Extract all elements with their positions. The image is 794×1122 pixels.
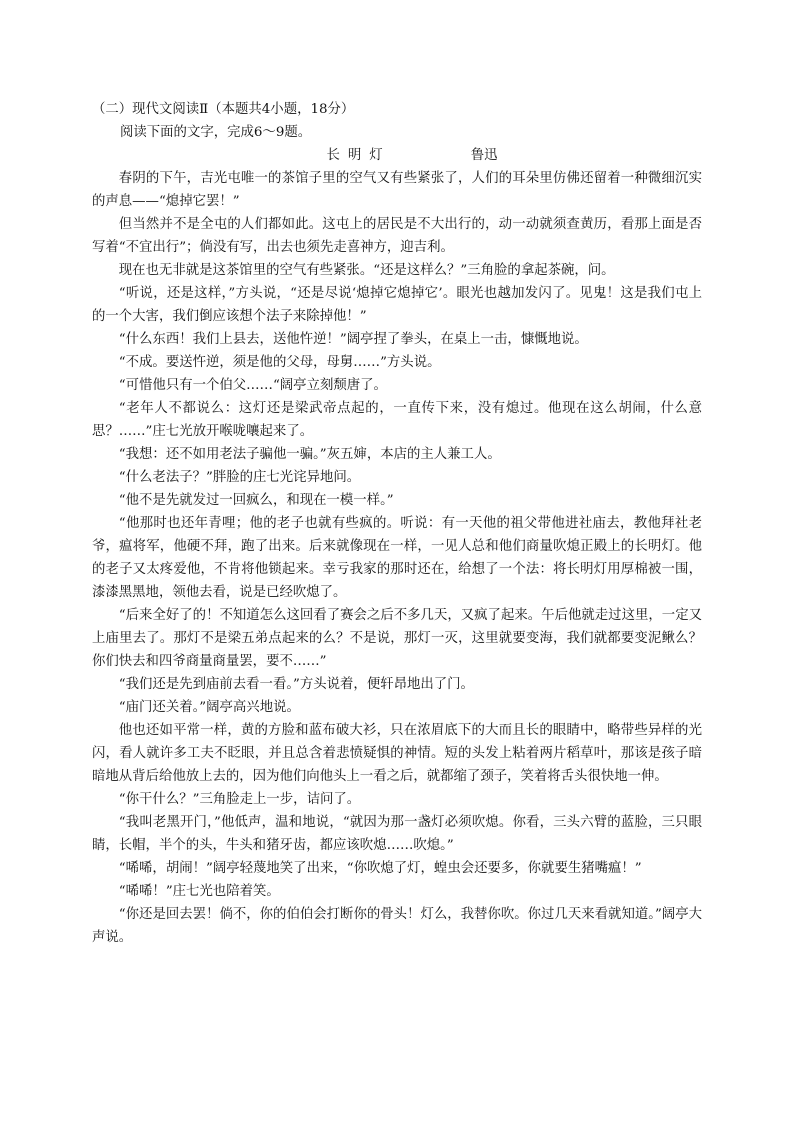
article-author: 鲁迅 xyxy=(470,148,498,163)
paragraph: “什么东西！我们上县去，送他忤逆！”阔亭捏了拳头，在桌上一击，慷慨地说。 xyxy=(118,332,588,347)
paragraph: “可惜他只有一个伯父……“阔亭立刻颓唐了。 xyxy=(118,378,387,393)
paragraph: “我们还是先到庙前去看一看。”方头说着，便轩昂地出了门。 xyxy=(118,677,474,692)
paragraph: “唏唏，胡闹！”阔亭轻蔑地笑了出来，“你吹熄了灯，蝗虫会还要多，你就要生猪嘴瘟！” xyxy=(118,861,642,876)
paragraph: 春阴的下午，吉光屯唯一的茶馆子里的空气又有些紧张了，人们的耳朵里仿佛还留着一种微细沉实的声息——“熄掉它罢！” xyxy=(92,171,702,209)
paragraph: 他也还如平常一样，黄的方脸和蓝布破大衫，只在浓眉底下的大而且长的眼睛中，略带些异样的光闪，看人就许多工夫不眨眼，并且总含着悲愤疑惧的神情。短的头发上粘着两片稻草叶，那该是孩子暗暗地从背后给他放上去的，因为他们向他头上一看之后，就都缩了颈子，笑着将舌头很快地一伸。 xyxy=(92,723,702,784)
paragraph: “什么老法子？”胖脸的庄七光诧异地问。 xyxy=(118,470,361,485)
paragraph: “我叫老黑开门，”他低声，温和地说，“就因为那一盏灯必须吹熄。你看，三头六臂的蓝脸，三只眼睛，长帽，半个的头，牛头和猪牙齿，都应该吹熄……吹熄。” xyxy=(92,815,702,853)
paragraph: 现在也无非就是这茶馆里的空气有些紧张。“还是这样么？”三角脸的拿起茶碗，问。 xyxy=(118,263,615,278)
paragraph: “听说，还是这样，”方头说，“还是尽说‘熄掉它熄掉它’。眼光也越加发闪了。见鬼！这是我们屯上的一个大害，我们倒应该想个法子来除掉他！” xyxy=(92,286,702,324)
paragraph: “后来全好了的！不知道怎么这回看了赛会之后不多几天，又疯了起来。午后他就走过这里，一定又上庙里去了。那灯不是梁五弟点起来的么？不是说，那灯一灭，这里就要变海，我们就都要变泥鳅么？你们快去和四爷商量商量罢，要不……” xyxy=(92,608,702,669)
instruction-text: 阅读下面的文字，完成6～9题。 xyxy=(120,125,312,140)
paragraph: “不成。要送忤逆，须是他的父母，母舅……”方头说。 xyxy=(118,355,441,370)
section-title: （二）现代文阅读Ⅱ（本题共4小题，18分） xyxy=(92,102,355,117)
paragraph: “我想：还不如用老法子骗他一骗。”灰五婶，本店的主人兼工人。 xyxy=(118,447,501,462)
paragraph: “庙门还关着。”阔亭高兴地说。 xyxy=(118,700,300,715)
article-body xyxy=(92,167,702,949)
paragraph: “你干什么？”三角脸走上一步，诘问了。 xyxy=(118,792,361,807)
article-title-line xyxy=(92,144,702,167)
paragraph: “他不是先就发过一回疯么，和现在一模一样。” xyxy=(118,493,394,508)
paragraph: 但当然并不是全屯的人们都如此。这屯上的居民是不大出行的，动一动就须查黄历，看那上面是否写着“不宜出行”；倘没有写，出去也须先走喜神方，迎吉利。 xyxy=(92,217,702,255)
paragraph: “你还是回去罢！倘不，你的伯伯会打断你的骨头！灯么，我替你吹。你过几天来看就知道。”阔亭大声说。 xyxy=(92,907,702,945)
paragraph: “老年人不都说么：这灯还是梁武帝点起的，一直传下来，没有熄过。他现在这么胡闹，什么意思？……”庄七光放开喉咙嚷起来了。 xyxy=(92,401,702,439)
paragraph: “他那时也还年青哩；他的老子也就有些疯的。听说：有一天他的祖父带他进社庙去，教他拜社老爷，瘟将军，他硬不拜，跑了出来。后来就像现在一样，一见人总和他们商量吹熄正殿上的长明灯。他的老子又太疼爱他，不肯将他锁起来。幸亏我家的那时还在，给想了一个法：将长明灯用厚棉被一围，漆漆黑黑地，领他去看，说是已经吹熄了。 xyxy=(92,516,702,600)
paragraph: “唏唏！”庄七光也陪着笑。 xyxy=(118,884,280,899)
article-title: 长明灯 xyxy=(326,148,391,163)
